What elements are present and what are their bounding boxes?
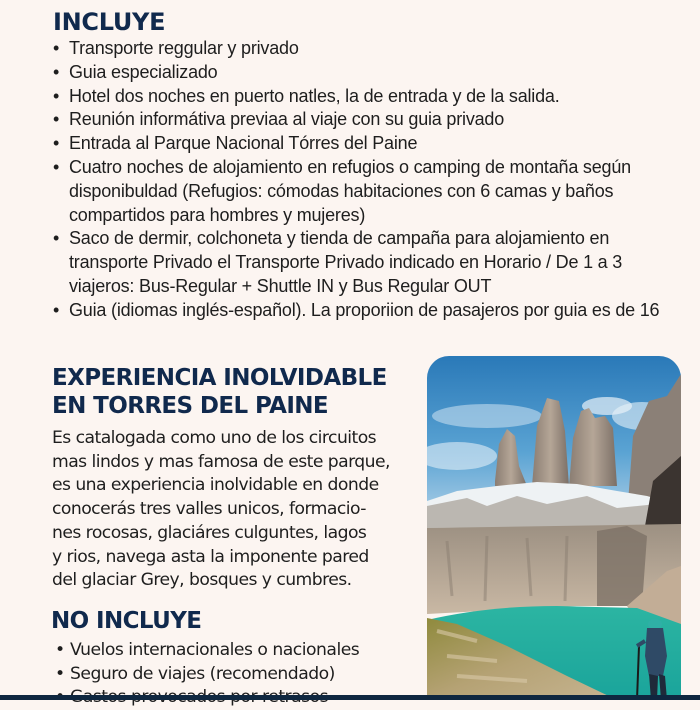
list-item-text: Transporte reggular y privado [69,38,299,58]
landscape-illustration [427,356,681,700]
description-line: y rios, navega asta la imponente pared [52,546,369,567]
experiencia-description [52,427,422,593]
list-item-text: Seguro de viajes (recomendado) [70,663,335,684]
experiencia-heading-line: EXPERIENCIA INOLVIDABLE [52,365,387,391]
list-item-text: Cuatro noches de alojamiento en refugios o camping de montaña según disponibuldad (Refugios: cómodas habitaciones con 6 camas y baños compartidos para hombres y mujeres) [69,156,631,225]
bullet-icon: • [53,61,60,82]
description-line: conocerás tres valles unicos, formacio- [52,499,366,520]
list-item [52,156,672,227]
bullet-icon: • [53,38,60,58]
torres-del-paine-photo [427,356,681,700]
bullet-icon: • [53,109,60,130]
bullet-icon: • [53,85,60,106]
list-item [52,37,672,61]
bullet-icon: • [55,640,65,660]
list-item-text: Reunión informátiva previaa al viaje con su guia privado [69,109,505,130]
description-line: Es catalogada como uno de los circuitos [52,428,377,448]
list-item-text: Entrada al Parque Nacional Tórres del Paine [69,133,418,154]
bullet-icon: • [53,299,60,320]
bullet-icon: • [53,156,60,177]
incluye-list [52,37,672,323]
list-item [52,639,422,663]
incluye-heading: INCLUYE [53,8,166,36]
list-item [52,61,672,85]
list-item [52,299,672,323]
bullet-icon: • [53,228,60,249]
list-item-text: Guia (idiomas inglés-español). La proporiion de pasajeros por guia es de 16 [69,299,660,320]
list-item [52,108,672,132]
no-incluye-heading: NO INCLUYE [51,608,202,634]
description-line: mas lindos y mas famosa de este parque, [52,451,390,472]
experiencia-heading [52,364,412,420]
list-item-text: Guia especializado [69,61,218,82]
experiencia-heading-line: EN TORRES DEL PAINE [52,393,329,419]
list-item [52,132,672,156]
bullet-icon: • [53,133,60,154]
bullet-icon: • [55,663,65,684]
description-line: del glaciar Grey, bosques y cumbres. [52,570,352,591]
bottom-bar [0,695,700,700]
list-item [52,85,672,109]
list-item-text: Hotel dos noches en puerto natles, la de entrada y de la salida. [69,85,560,106]
list-item-text: Saco de dermir, colchoneta y tienda de campaña para alojamiento en transporte Privado el Transporte Privado indicado en Horario / De 1 a 3 viajeros: Bus-Regular + Shuttle IN y Bus Regular OUT [69,228,623,296]
description-line: nes rocosas, glaciáres culguntes, lagos [52,522,367,543]
list-item [52,227,672,298]
list-item-text: Vuelos internacionales o nacionales [70,640,360,660]
description-line: es una experiencia inolvidable en donde [52,475,379,496]
list-item [52,663,422,687]
